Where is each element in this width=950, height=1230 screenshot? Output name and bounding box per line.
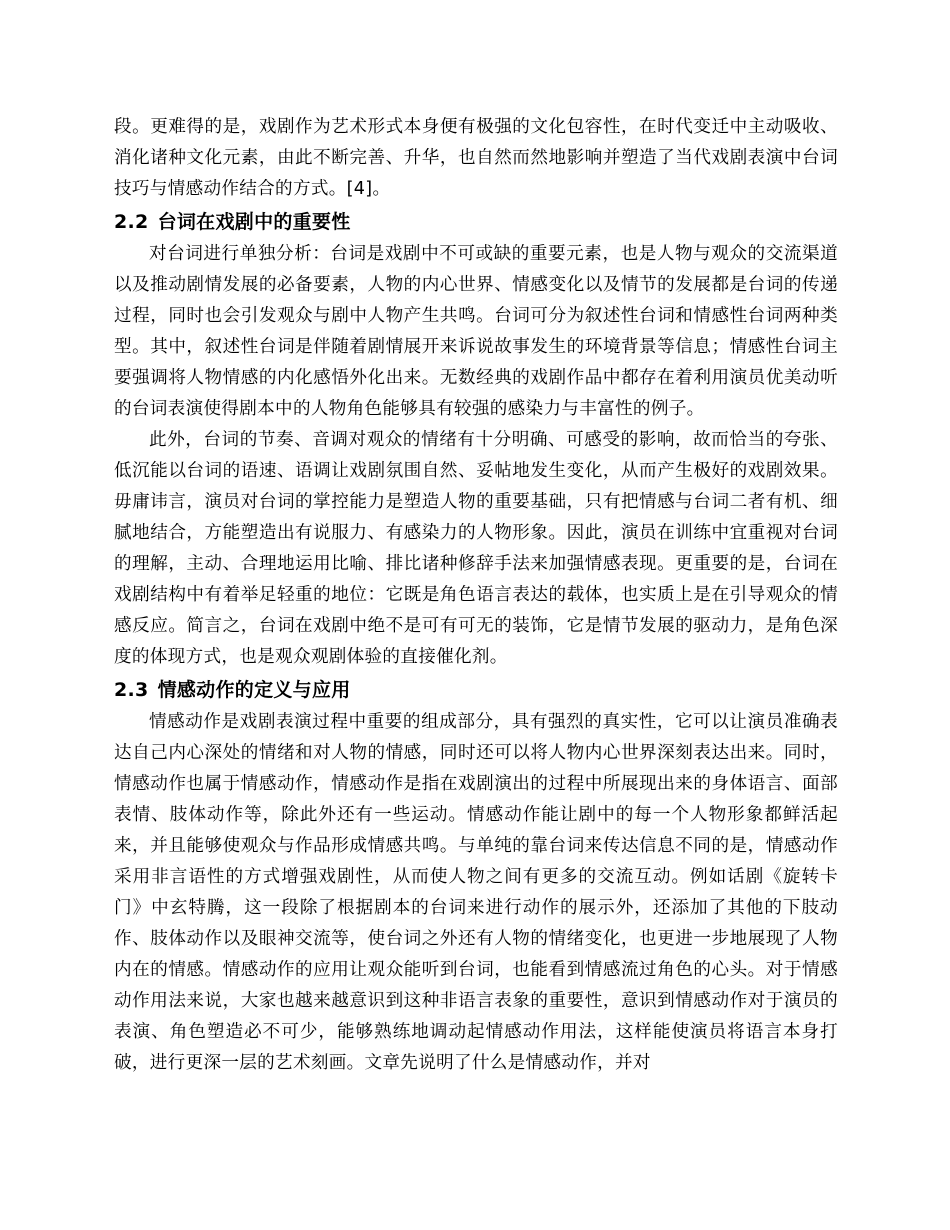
section-title: 台词在戏剧中的重要性 [157,211,351,233]
section-heading-2-3 [114,673,838,707]
document-page [114,112,838,1079]
paragraph-2-3-1: 情感动作是戏剧表演过程中重要的组成部分，具有强烈的真实性，它可以让演员准确表达自己内心深处的情绪和对人物的情感，同时还可以将人物内心世界深刻表达出来。同时，情感动作也属于情感动作，情感动作是指在戏剧演出的过程中所展现出来的身体语言、面部表情、肢体动作等，除此外还有一些运动。情感动作能让剧中的每一个人物形象都鲜活起来，并且能够使观众与作品形成情感共鸣。与单纯的靠台词来传达信息不同的是，情感动作采用非言语性的方式增强戏剧性，从而使人物之间有更多的交流互动。例如话剧《旋转卡门》中玄特腾，这一段除了根据剧本的台词来进行动作的展示外，还添加了其他的下肢动作、肢体动作以及眼神交流等，使台词之外还有人物的情绪变化，也更进一步地展现了人物内在的情感。情感动作的应用让观众能听到台词，也能看到情感流过角色的心头。对于情感动作用法来说，大家也越来越意识到这种非语言表象的重要性，意识到情感动作对于演员的表演、角色塑造必不可少，能够熟练地调动起情感动作用法，这样能使演员将语言本身打破，进行更深一层的艺术刻画。文章先说明了什么是情感动作，并对 [114,712,838,1073]
paragraph-2-2-1: 对台词进行单独分析：台词是戏剧中不可或缺的重要元素，也是人物与观众的交流渠道以及推动剧情发展的必备要素，人物的内心世界、情感变化以及情节的发展都是台词的传递过程，同时也会引发观众与剧中人物产生共鸣。台词可分为叙述性台词和情感性台词两种类型。其中，叙述性台词是伴随着剧情展开来诉说故事发生的环境背景等信息；情感性台词主要强调将人物情感的内化感悟外化出来。无数经典的戏剧作品中都存在着利用演员优美动听的台词表演使得剧本中的人物角色能够具有较强的感染力与丰富性的例子。 [114,244,838,419]
paragraph-continued: 段。更难得的是，戏剧作为艺术形式本身便有极强的文化包容性，在时代变迁中主动吸收、消化诸种文化元素，由此不断完善、升华，也自然而然地影响并塑造了当代戏剧表演中台词技巧与情感动作结合的方式。[4]。 [114,117,838,199]
section-number: 2.3 [114,679,149,701]
section-title: 情感动作的定义与应用 [157,679,351,701]
section-number: 2.2 [114,211,149,233]
paragraph-2-2-2: 此外，台词的节奏、音调对观众的情绪有十分明确、可感受的影响，故而恰当的夸张、低沉能以台词的语速、语调让戏剧氛围自然、妥帖地发生变化，从而产生极好的戏剧效果。毋庸讳言，演员对台词的掌控能力是塑造人物的重要基础，只有把情感与台词二者有机、细腻地结合，方能塑造出有说服力、有感染力的人物形象。因此，演员在训练中宜重视对台词的理解，主动、合理地运用比喻、排比诸种修辞手法来加强情感表现。更重要的是，台词在戏剧结构中有着举足轻重的地位：它既是角色语言表达的载体，也实质上是在引导观众的情感反应。简言之，台词在戏剧中绝不是可有可无的装饰，它是情节发展的驱动力，是角色深度的体现方式，也是观众观剧体验的直接催化剂。 [114,430,838,667]
section-heading-2-2 [114,205,838,239]
